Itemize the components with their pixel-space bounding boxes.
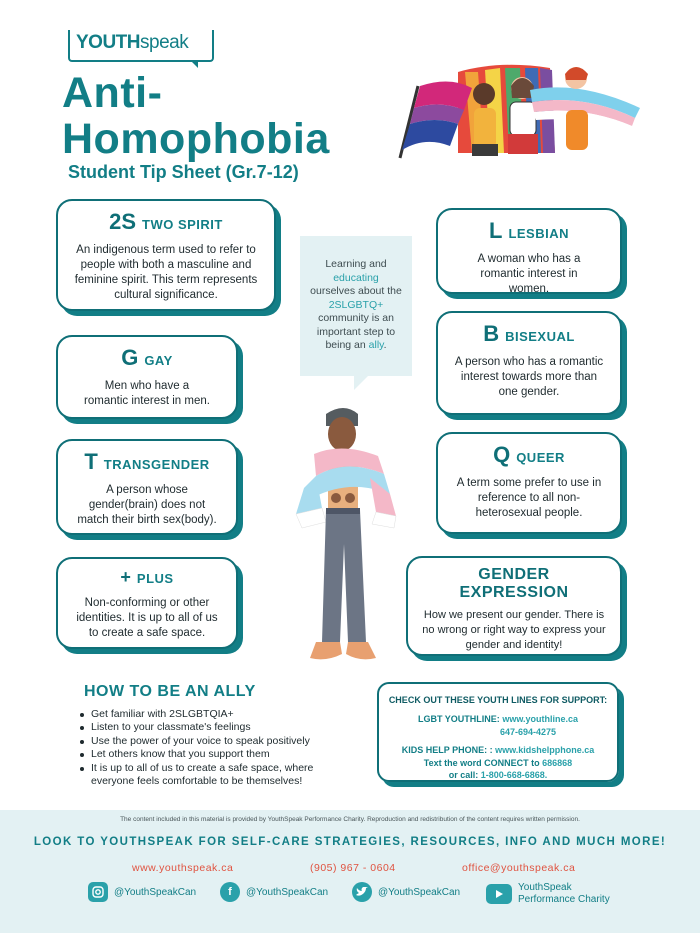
ally-list-item: Let others know that you support them: [78, 748, 340, 761]
card-name: PLUS: [136, 571, 174, 586]
title-line-1: Anti-: [62, 69, 163, 117]
instagram-handle: @YouthSpeakCan: [114, 886, 197, 898]
card-two-spirit: [56, 199, 276, 311]
card-head: [452, 442, 606, 468]
card-gay: [56, 335, 238, 419]
card-letter: B: [483, 321, 500, 346]
logo-speech-tail: [190, 60, 198, 68]
card-head: [72, 209, 260, 235]
bubble-text-1: Learning and: [325, 258, 387, 270]
bubble-tail: [354, 376, 368, 390]
facebook-handle: @YouthSpeakCan: [246, 886, 329, 898]
card-body: A person who has a romantic interest towards more than one gender.: [454, 356, 604, 398]
card-letter: +: [120, 567, 131, 587]
card-plus: [56, 557, 238, 649]
card-letter: 2S: [109, 209, 137, 234]
page-subtitle: Student Tip Sheet (Gr.7-12): [68, 162, 299, 182]
card-name: TRANSGENDER: [103, 457, 210, 472]
card-bisexual: [436, 311, 622, 415]
ally-list-item: Use the power of your voice to speak positively: [78, 735, 340, 748]
person-with-trans-flag-illustration: [286, 404, 406, 672]
card-head: [72, 449, 222, 475]
footer-website-link[interactable]: www.youthspeak.ca: [132, 862, 234, 874]
kids-help-link[interactable]: www.kidshelpphone.ca: [495, 745, 595, 755]
kids-help-phone[interactable]: 1-800-668-6868.: [480, 770, 548, 780]
card-name: GENDER EXPRESSION: [459, 566, 569, 601]
logo-strong: YOUTH: [76, 32, 140, 53]
facebook-icon: f: [220, 882, 240, 902]
youth-lines-heading: CHECK OUT THESE YOUTH LINES FOR SUPPORT:: [388, 695, 608, 705]
lgbt-youthline-phone[interactable]: 647-694-4275: [499, 726, 557, 737]
card-letter: Q: [493, 442, 511, 467]
kids-help-line: [385, 744, 611, 757]
youtube-label-line-2: Performance Charity: [518, 894, 610, 905]
card-letter: T: [84, 449, 98, 474]
kids-help-label: KIDS HELP PHONE: :: [401, 745, 493, 755]
card-body: A person whose gender(brain) does not match their birth sex(body).: [77, 484, 217, 526]
kids-help-text-line: [385, 757, 611, 770]
card-name: TWO SPIRIT: [142, 217, 223, 232]
card-name: QUEER: [516, 450, 565, 465]
card-head: [72, 567, 222, 588]
youtube-label-line-1: YouthSpeak: [518, 882, 572, 893]
youth-lines-box: [377, 682, 619, 782]
ally-list-item: It is up to all of us to create a safe space, where everyone feels comfortable to be themselves!: [78, 762, 340, 789]
lgbt-youthline-label: LGBT YOUTHLINE:: [417, 714, 500, 724]
card-body: An indigenous term used to refer to people with both a masculine and feminine spirit. This term represents cultural significance.: [74, 244, 258, 301]
ally-list-item: Listen to your classmate's feelings: [78, 721, 340, 734]
footer-phone[interactable]: (905) 967 - 0604: [310, 862, 396, 874]
footer-tagline: LOOK TO YOUTHSPEAK FOR SELF-CARE STRATEGIES, RESOURCES, INFO AND MUCH MORE!: [33, 836, 667, 848]
footer-facebook[interactable]: [220, 882, 328, 902]
bubble-text-5: community is an important step to being an: [316, 312, 396, 351]
card-gender-expression: [406, 556, 622, 656]
card-body: How we present our gender. There is no wrong or right way to express your gender and identity!: [422, 609, 606, 651]
card-letter: L: [488, 218, 503, 243]
footer-twitter[interactable]: [352, 882, 460, 902]
instagram-icon: [88, 882, 108, 902]
card-body: Non-conforming or other identities. It is up to all of us to create a safe space.: [76, 597, 218, 639]
card-transgender: [56, 439, 238, 535]
lgbt-youthline-line: [385, 713, 611, 726]
twitter-handle: @YouthSpeakCan: [378, 886, 461, 898]
kids-help-text: Text the word CONNECT to: [423, 757, 540, 768]
card-queer: [436, 432, 622, 534]
lgbt-youthline-link[interactable]: www.youthline.ca: [502, 714, 579, 724]
card-letter: G: [121, 345, 139, 370]
page-title: [62, 70, 330, 162]
footer-instagram[interactable]: [88, 882, 196, 902]
twitter-icon: [352, 882, 372, 902]
bubble-highlight-2slgbtq: 2SLGBTQ+: [328, 298, 384, 311]
bubble-period: .: [383, 339, 387, 351]
bubble-highlight-educating: educating: [333, 271, 379, 284]
logo-text: [76, 32, 188, 54]
card-body: A term some prefer to use in reference to all non-heterosexual people.: [456, 477, 602, 519]
card-body: A woman who has a romantic interest in women.: [477, 253, 581, 295]
kids-help-text-number[interactable]: 686868: [542, 757, 573, 768]
pride-flag-people-illustration: [380, 58, 650, 163]
logo-light: speak: [140, 32, 189, 53]
bubble-text-3: ourselves about the: [310, 285, 402, 297]
card-head: [452, 218, 606, 244]
youtube-label: [518, 882, 610, 906]
title-line-2: Homophobia: [62, 115, 330, 163]
youtube-icon: [486, 884, 512, 904]
card-body: Men who have a romantic interest in men.: [84, 380, 210, 407]
kids-help-call: or call:: [448, 770, 479, 780]
kids-help-call-line: [385, 769, 611, 782]
footer-email-link[interactable]: office@youthspeak.ca: [462, 862, 576, 874]
ally-list-item: Get familiar with 2SLGBTQIA+: [78, 708, 340, 721]
card-head: [72, 345, 222, 371]
footer-disclaimer: The content included in this material is provided by YouthSpeak Performance Charity. Reproduction and redistribution of the content requires written permission.: [120, 816, 580, 823]
card-head: [452, 321, 606, 347]
card-head: [422, 566, 606, 602]
card-name: BISEXUAL: [505, 329, 575, 344]
youthspeak-logo: [68, 30, 214, 66]
ally-list: [78, 708, 340, 788]
card-lesbian: [436, 208, 622, 294]
bubble-highlight-ally: ally: [368, 339, 384, 351]
ally-section-title: HOW TO BE AN ALLY: [84, 683, 256, 700]
card-name: LESBIAN: [508, 226, 569, 241]
footer: [0, 810, 700, 933]
footer-youtube[interactable]: [486, 882, 610, 906]
ally-speech-bubble: [300, 236, 412, 376]
card-name: GAY: [144, 353, 173, 368]
